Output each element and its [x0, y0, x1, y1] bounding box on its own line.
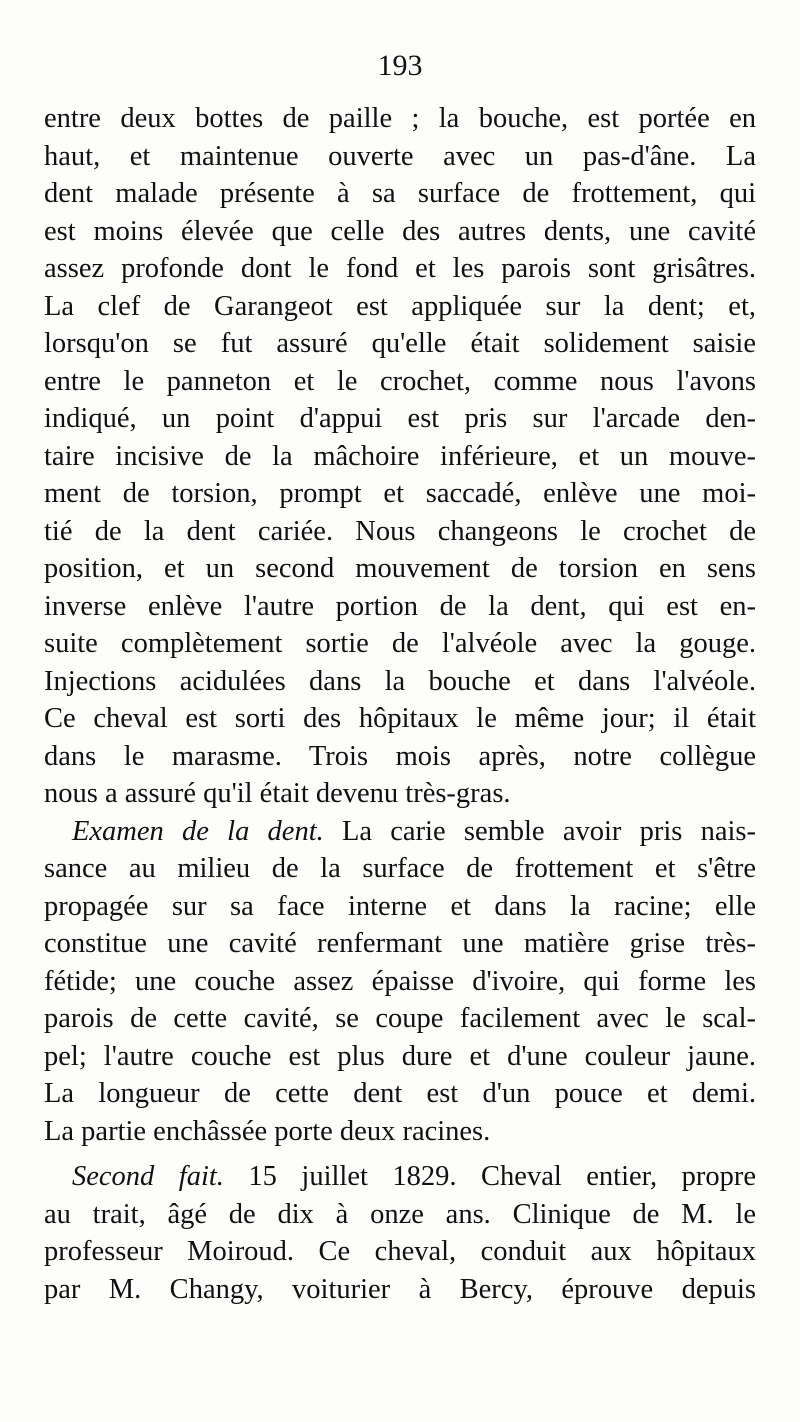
text-line: professeur Moiroud. Ce cheval, conduit aux hôpitaux [44, 1236, 756, 1267]
section-heading: Examen de la dent. [72, 815, 324, 847]
paragraph-3 [44, 1158, 756, 1308]
text-line: Injections acidulées dans la bouche et dans l'alvéole. [44, 665, 756, 697]
text-line [44, 813, 756, 851]
body-text [44, 100, 756, 1308]
text-line: parois de cette cavité, se coupe facilement avec le scal- [44, 1003, 756, 1034]
text-line: nous a assuré qu'il était devenu très-gras. [44, 778, 511, 809]
text-line: tié de la dent cariée. Nous changeons le crochet de [44, 515, 756, 547]
text-line: Ce cheval est sorti des hôpitaux le même jour; il était [44, 703, 756, 734]
text-line: entre le panneton et le crochet, comme nous l'avons [44, 365, 756, 397]
text-line: entre deux bottes de paille ; la bouche, est portée en [44, 103, 756, 134]
text-line: est moins élevée que celle des autres dents, une cavité [44, 215, 756, 247]
paragraph-2 [44, 813, 756, 1151]
text-line: ment de torsion, prompt et saccadé, enlève une moi- [44, 478, 756, 509]
text-line: dent malade présente à sa surface de frottement, qui [44, 178, 756, 209]
text-fragment: La carie semble avoir pris nais- [323, 815, 756, 847]
text-line: constitue une cavité renfermant une matière grise très- [44, 928, 756, 959]
text-line: La clef de Garangeot est appliquée sur la dent; et, [44, 290, 756, 322]
text-line: sance au milieu de la surface de frottement et s'être [44, 853, 756, 884]
paragraph-spacer [44, 1150, 756, 1158]
section-heading: Second fait. [72, 1161, 224, 1192]
text-line: fétide; une couche assez épaisse d'ivoire, qui forme les [44, 965, 756, 997]
text-line: lorsqu'on se fut assuré qu'elle était solidement saisie [44, 328, 756, 359]
paragraph-1 [44, 100, 756, 813]
text-line: suite complètement sortie de l'alvéole avec la gouge. [44, 628, 756, 659]
text-line: au trait, âgé de dix à onze ans. Clinique de M. le [44, 1198, 756, 1230]
text-line: position, et un second mouvement de torsion en sens [44, 553, 756, 584]
text-line: haut, et maintenue ouverte avec un pas-d'âne. La [44, 140, 756, 172]
text-line: propagée sur sa face interne et dans la racine; elle [44, 890, 756, 922]
text-line [44, 1158, 756, 1196]
text-line: assez profonde dont le fond et les parois sont grisâtres. [44, 253, 756, 284]
text-fragment: 15 juillet 1829. Cheval entier, propre [223, 1161, 756, 1192]
text-line: taire incisive de la mâchoire inférieure, et un mouve- [44, 440, 756, 472]
text-line: dans le marasme. Trois mois après, notre collègue [44, 740, 756, 772]
text-line: La partie enchâssée porte deux racines. [44, 1115, 491, 1147]
text-line: La longueur de cette dent est d'un pouce et demi. [44, 1078, 756, 1109]
page-number: 193 [377, 49, 423, 82]
text-line: pel; l'autre couche est plus dure et d'une couleur jaune. [44, 1040, 756, 1072]
text-line: indiqué, un point d'appui est pris sur l'arcade den- [44, 403, 756, 434]
text-line: inverse enlève l'autre portion de la dent, qui est en- [44, 590, 756, 622]
text-line: par M. Changy, voiturier à Bercy, éprouve depuis [44, 1273, 756, 1305]
